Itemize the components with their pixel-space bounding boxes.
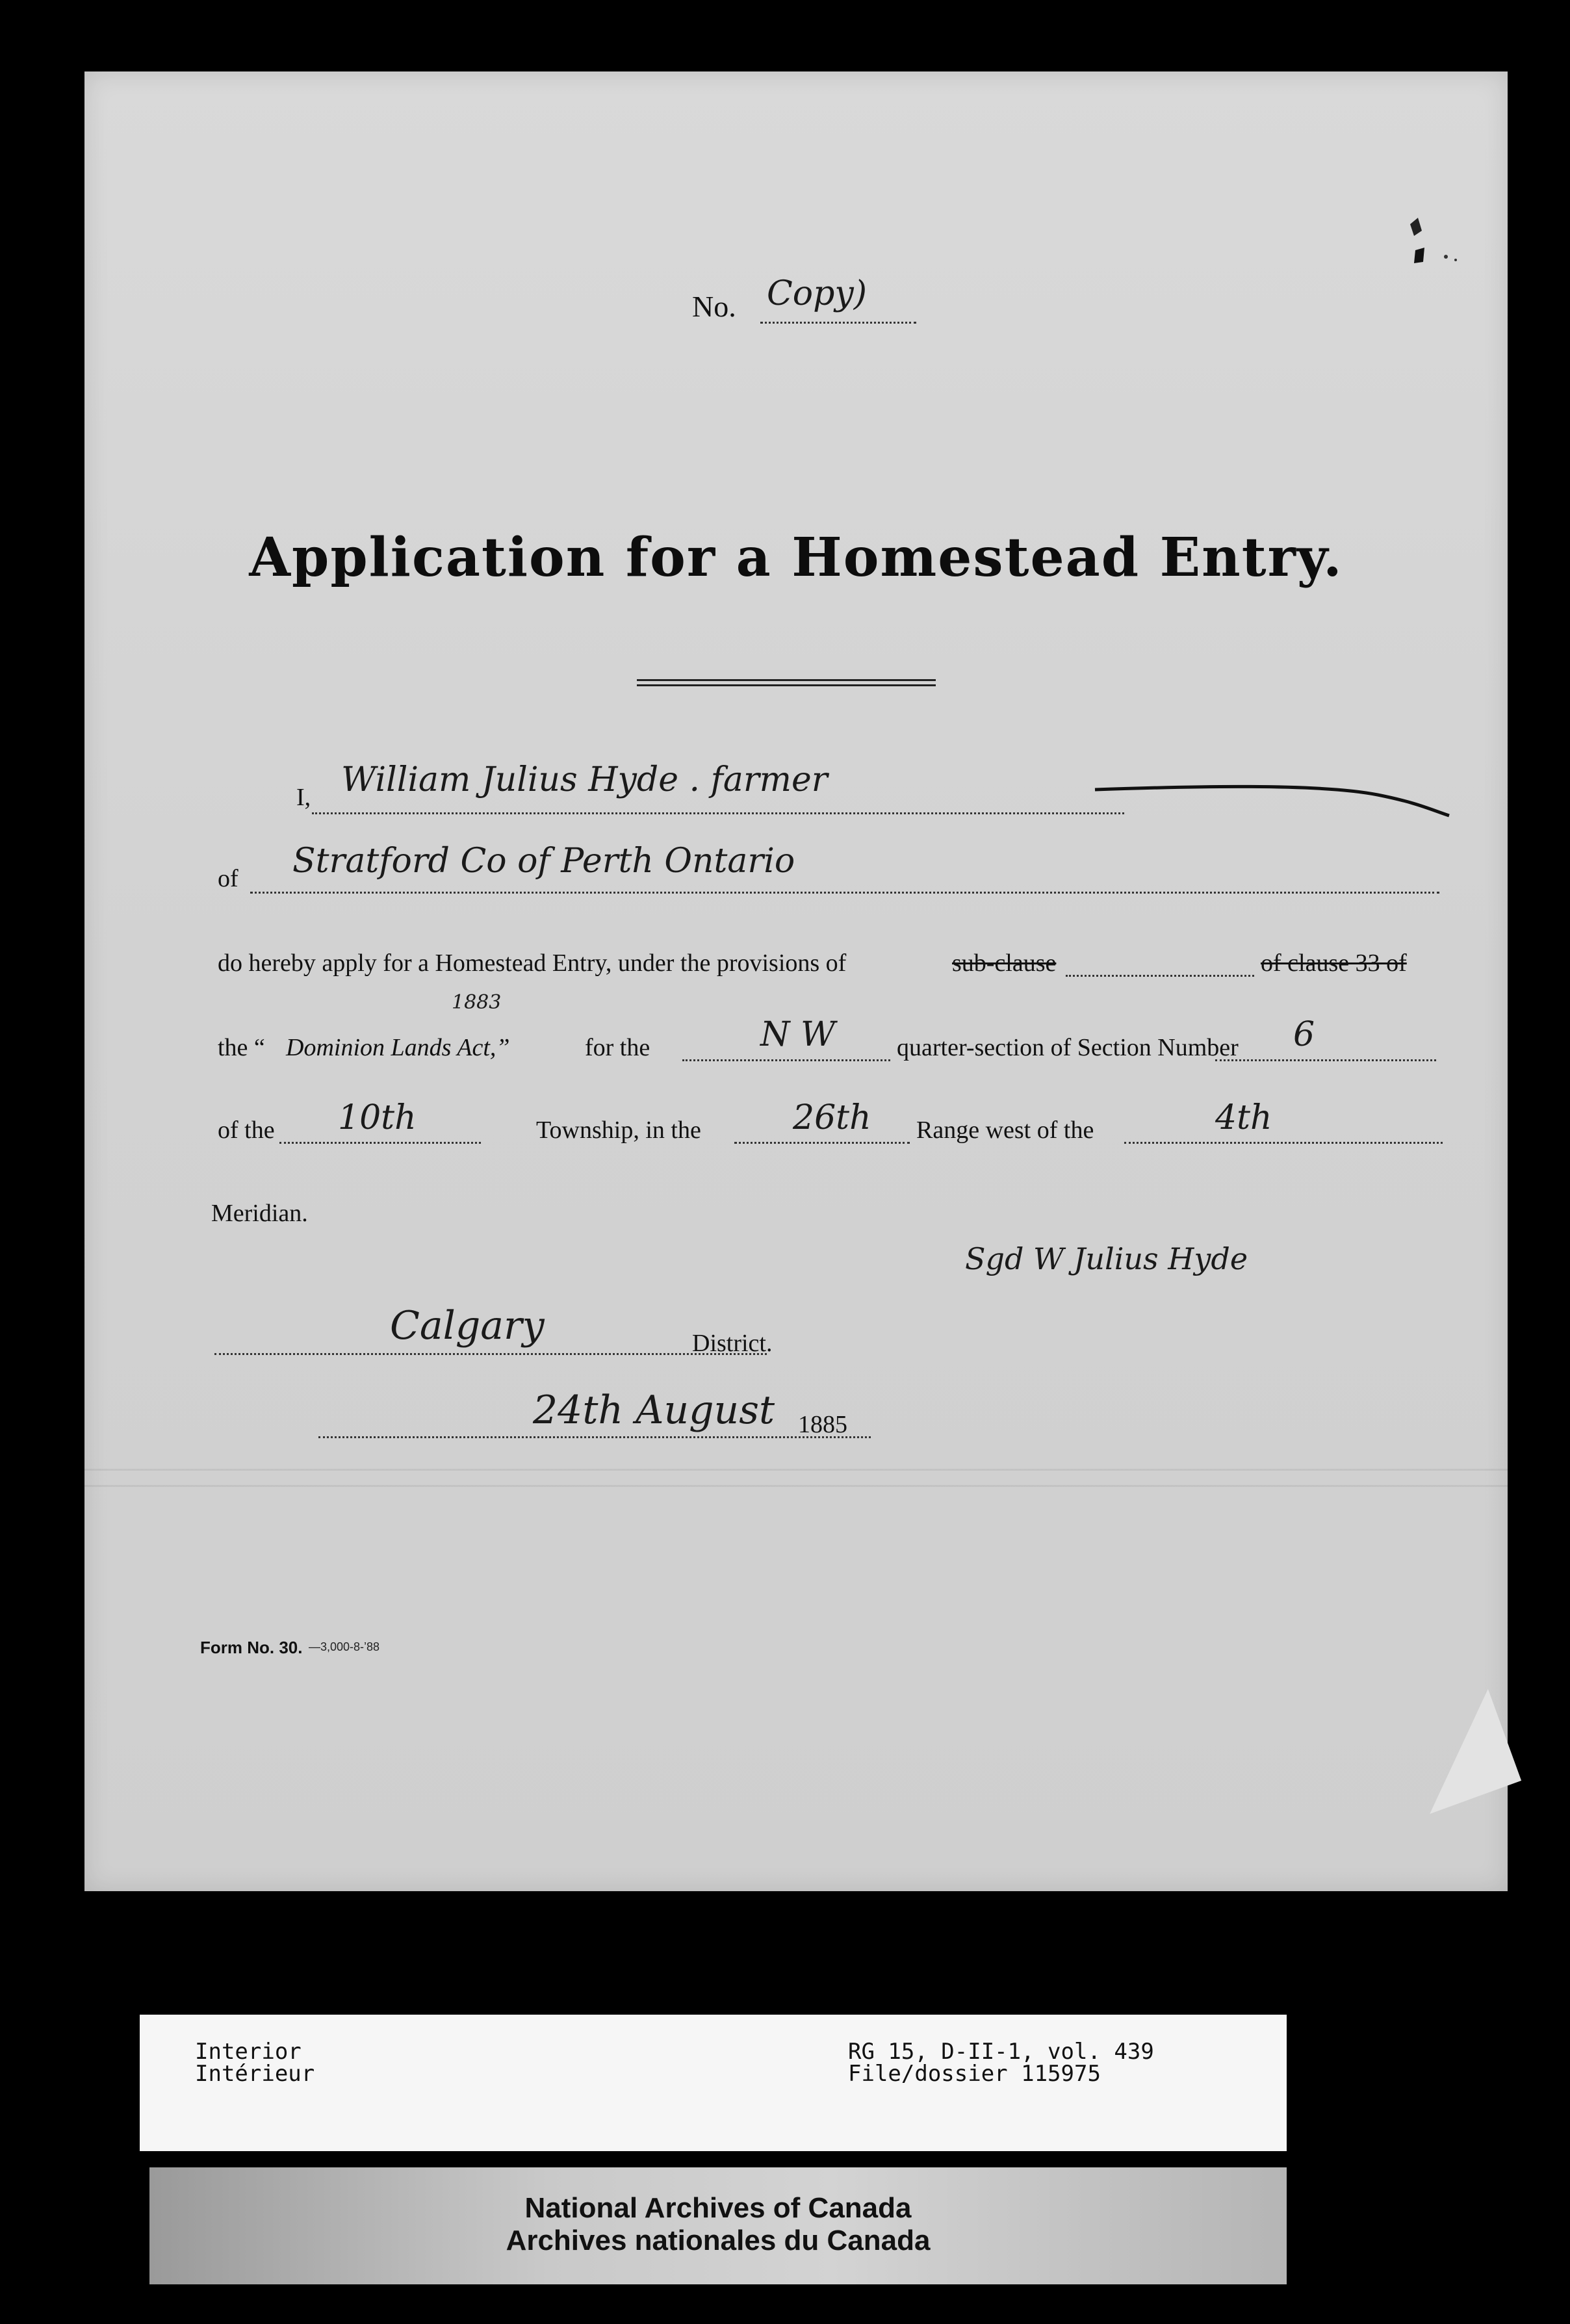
date-dotted-line [318, 1436, 871, 1438]
form-sheet [84, 71, 1508, 1891]
title-rule-top [637, 679, 936, 681]
archive-reference-label [140, 2015, 1287, 2151]
archive-name-en: National Archives of Canada [524, 2192, 912, 2224]
meridian-label: Meridian. [211, 1200, 308, 1227]
act-year-insert: 1883 [452, 991, 502, 1014]
name-flourish [1092, 777, 1456, 822]
quarter-value: N W [760, 1015, 836, 1054]
district-label: District. [692, 1330, 773, 1357]
archive-name-fr: Archives nationales du Canada [506, 2225, 931, 2256]
act-label: Dominion Lands Act,” [286, 1034, 510, 1061]
date-year: 1885 [798, 1411, 847, 1438]
folded-corner [1396, 1689, 1521, 1814]
record-group-reference: RG 15, D-II-1, vol. 439 [848, 2039, 1154, 2065]
range-label: Range west of the [916, 1117, 1094, 1144]
range-value: 26th [793, 1098, 871, 1137]
form-print-run: —3,000-8-’88 [309, 1640, 380, 1653]
township-dotted-line [279, 1142, 481, 1144]
district-value: Calgary [390, 1303, 545, 1349]
struck-clause: of clause 33 of [1261, 949, 1407, 977]
for-the-label: for the [585, 1034, 650, 1061]
the-label: the “ [218, 1034, 265, 1061]
section-value: 6 [1293, 1015, 1315, 1054]
residence-dotted-line [250, 892, 1439, 894]
number-label: No. [692, 290, 736, 323]
apply-text: do hereby apply for a Homestead Entry, under the provisions of [218, 949, 847, 977]
district-dotted-line [214, 1353, 767, 1355]
title-rule-bottom [637, 684, 936, 686]
department-en: Interior [195, 2039, 302, 2065]
applicant-name: William Julius Hyde . farmer [341, 760, 828, 799]
number-dotted-line [760, 322, 916, 324]
range-dotted-line [734, 1142, 910, 1144]
file-number: File/dossier 115975 [848, 2061, 1101, 2087]
residence-value: Stratford Co of Perth Ontario [292, 842, 795, 881]
subclause-dotted-line [1066, 975, 1254, 977]
township-label: Township, in the [536, 1117, 701, 1144]
of-label: of [218, 865, 238, 892]
meridian-dotted-line [1124, 1142, 1443, 1144]
quarter-label: quarter-section of Section Number [897, 1034, 1239, 1061]
struck-subclause: sub-clause [952, 949, 1057, 977]
signature: Sgd W Julius Hyde [965, 1241, 1248, 1276]
township-value: 10th [338, 1098, 417, 1137]
number-value: Copy) [767, 274, 868, 313]
date-value: 24th August [533, 1388, 775, 1433]
department-fr: Intérieur [195, 2061, 315, 2087]
meridian-value: 4th [1215, 1098, 1272, 1137]
section-dotted-line [1215, 1059, 1436, 1061]
ink-mark [1384, 211, 1475, 292]
of-the-label: of the [218, 1117, 275, 1144]
form-title: Application for a Homestead Entry. [249, 526, 1343, 589]
i-label: I, [296, 784, 311, 811]
quarter-dotted-line [682, 1059, 890, 1061]
name-dotted-line [312, 812, 1124, 814]
archive-banner [149, 2167, 1287, 2284]
form-number: Form No. 30. [200, 1638, 303, 1657]
